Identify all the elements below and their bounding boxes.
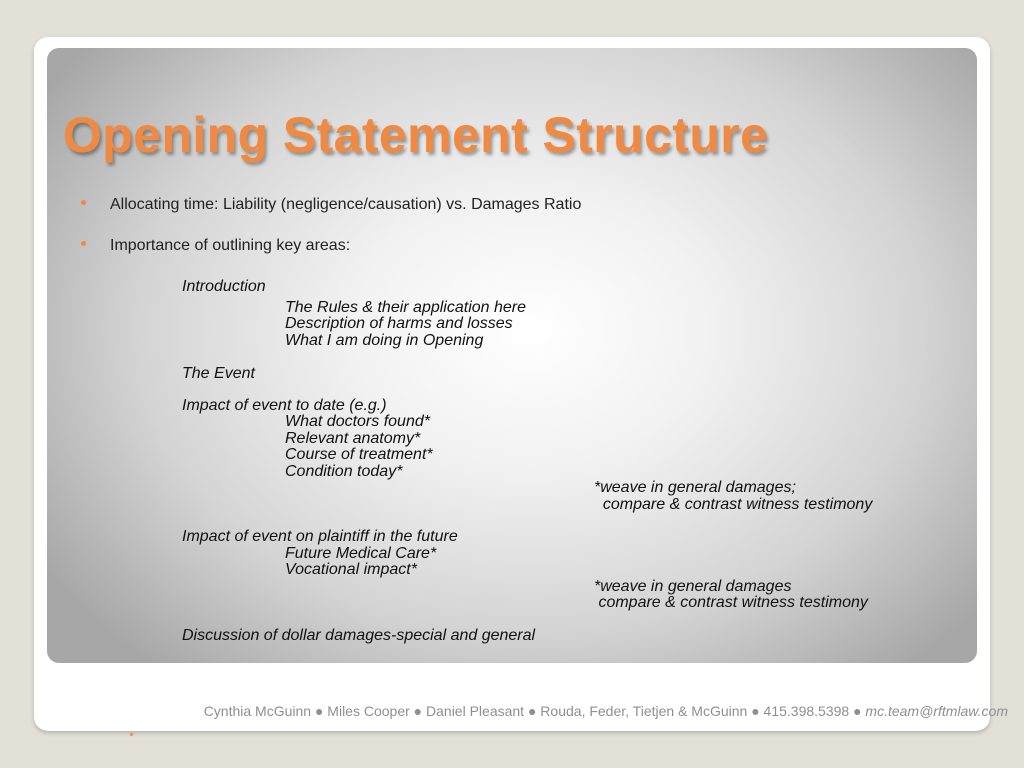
- outline-note: *weave in general damages;: [594, 479, 796, 496]
- outline-note: compare & contrast witness testimony: [594, 496, 873, 513]
- bullet-item: [81, 195, 581, 215]
- bullet-item: [81, 236, 350, 256]
- outline-subitem: The Rules & their application here: [285, 299, 527, 316]
- outline-subitem: Future Medical Care*: [285, 545, 437, 562]
- outline-note: compare & contrast witness testimony: [594, 594, 868, 611]
- footer-dot-icon: [130, 733, 133, 736]
- outline-subitem: Description of harms and losses: [285, 315, 513, 332]
- slide-title: Opening Statement Structure: [63, 107, 769, 163]
- outline-heading-introduction: Introduction: [182, 278, 266, 295]
- slide-footer: [0, 703, 1008, 719]
- outline-subitem: Relevant anatomy*: [285, 430, 421, 447]
- outline-note: *weave in general damages: [594, 578, 792, 595]
- bullet-text: Importance of outlining key areas:: [110, 237, 351, 254]
- outline-subitem: Course of treatment*: [285, 446, 433, 463]
- outline-subitem: What doctors found*: [285, 413, 430, 430]
- slide-content-panel: [47, 48, 977, 663]
- outline-heading-impact-future: Impact of event on plaintiff in the future: [182, 528, 458, 545]
- outline-subitem: What I am doing in Opening: [285, 332, 484, 349]
- bullet-text: Allocating time: Liability (negligence/causation) vs. Damages Ratio: [110, 196, 582, 213]
- footer-email: mc.team@rftmlaw.com: [865, 703, 1008, 719]
- footer-credits: Cynthia McGuinn ● Miles Cooper ● Daniel Pleasant ● Rouda, Feder, Tietjen & McGuinn ● 415.398.5398 ●: [203, 703, 866, 719]
- outline-heading-discussion: Discussion of dollar damages-special and general: [182, 627, 536, 644]
- outline-subitem: Vocational impact*: [285, 561, 417, 578]
- outline-subitem: Condition today*: [285, 463, 403, 480]
- outline-heading-impact-to-date: Impact of event to date (e.g.): [182, 397, 387, 414]
- outline-heading-event: The Event: [182, 365, 255, 382]
- bullet-dot-icon: [81, 200, 86, 205]
- bullet-dot-icon: [81, 241, 86, 246]
